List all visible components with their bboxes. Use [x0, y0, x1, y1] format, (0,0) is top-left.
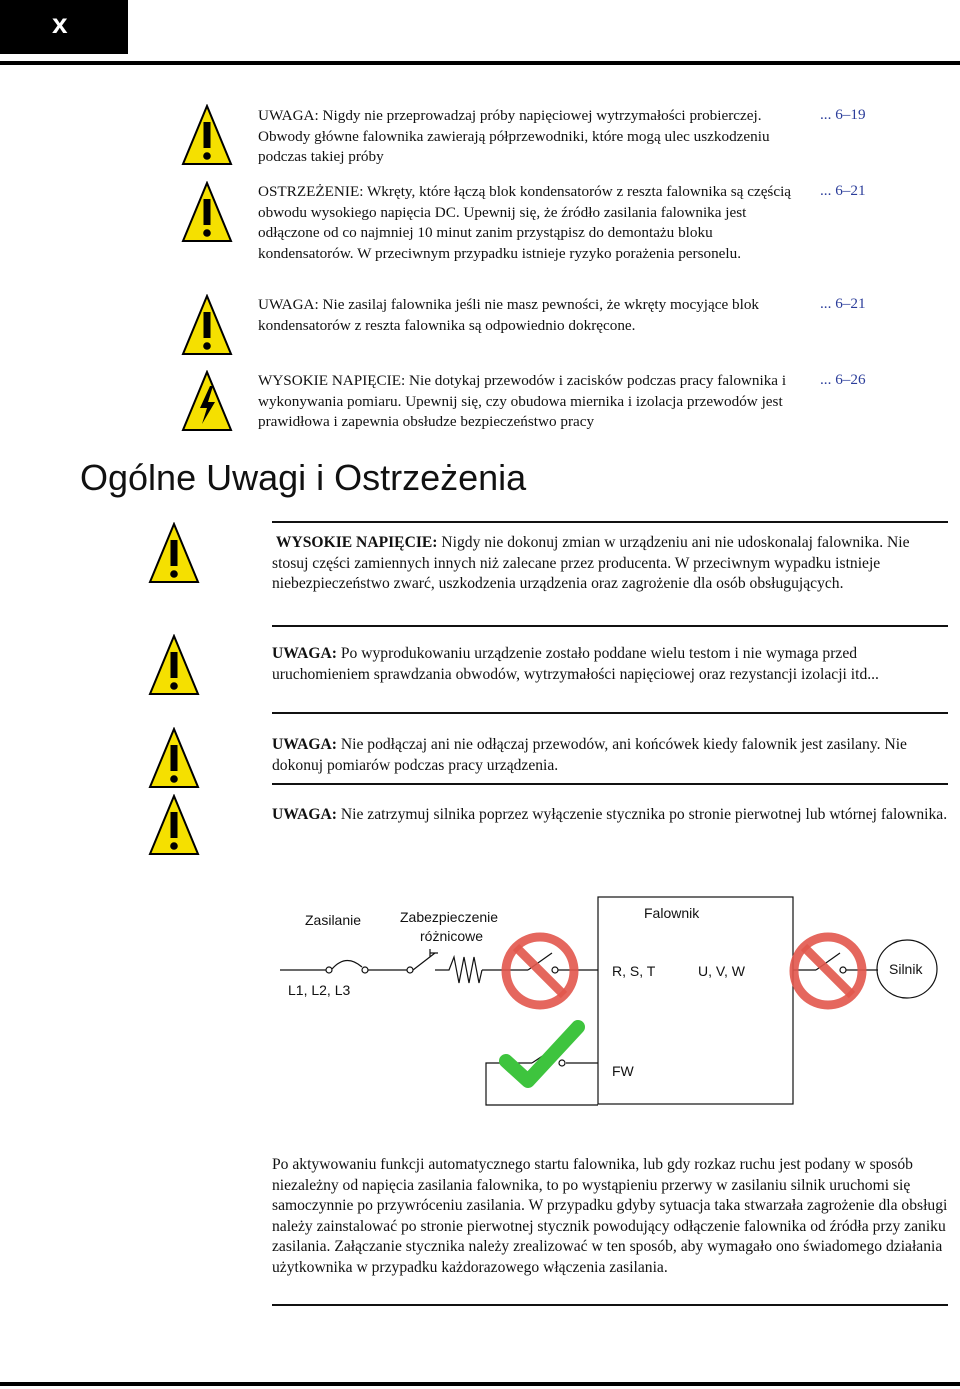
chapter-tab-label: x — [52, 8, 68, 39]
prohibited-icon — [506, 937, 574, 1005]
notice-text: Nie podłączaj ani nie odłączaj przewodów, ani końcówek kiedy falownik jest zasilany. Nie dokonuj pomiarów podczas pracy urządzenia. — [272, 736, 907, 774]
toc-page-ref[interactable]: ... 6–21 — [820, 182, 866, 199]
chapter-tab — [0, 0, 128, 54]
label-uvw: U, V, W — [698, 963, 745, 979]
resistor-symbol — [435, 957, 482, 983]
warning-triangle-icon — [181, 104, 233, 166]
toc-entry-text: UWAGA: Nigdy nie przeprowadzaj próby napięciowej wytrzymałości probierczej. Obwody główne falownika zawierają półprzewodniki, które mogą ulec uszkodzeniu podczas takiej próby — [258, 107, 770, 165]
high-voltage-icon — [181, 370, 233, 432]
footer-rule — [0, 1382, 960, 1386]
prohibited-icon — [794, 937, 862, 1005]
warning-triangle-icon — [148, 727, 200, 789]
notice-testing — [272, 644, 948, 685]
label-falownik: Falownik — [644, 905, 700, 921]
label-roznicowe: różnicowe — [420, 928, 484, 944]
notice-text: Nie zatrzymuj silnika poprzez wyłączenie stycznika po stronie pierwotnej lub wtórnej falownika. — [336, 806, 948, 823]
warning-triangle-icon — [148, 522, 200, 584]
wiring-diagram — [270, 885, 950, 1120]
notice-high-voltage — [272, 533, 948, 595]
warning-triangle-icon — [148, 794, 200, 856]
notice-rule — [272, 783, 948, 785]
notice-label: UWAGA: — [272, 645, 337, 662]
notice-text: Nigdy nie dokonuj zmian w urządzeniu ani nie udoskonalaj falownika. Nie stosuj części zamiennych innych niż zalecane przez producenta. W przeciwnym wypadku istnieje niebezpieczeństwo zwarć, uszkodzenia urządzenia oraz zagrożenie dla osób obsługujących. — [272, 534, 910, 592]
toc-page-ref[interactable]: ... 6–21 — [820, 295, 866, 312]
notice-wiring — [272, 735, 948, 776]
label-fw: FW — [612, 1063, 634, 1079]
notice-label: UWAGA: — [272, 736, 337, 753]
toc-entry-text: UWAGA: Nie zasilaj falownika jeśli nie masz pewności, że wkręty mocyjące blok kondensatorów z reszta falownika są odpowiednio dokręcone. — [258, 296, 760, 334]
header-rule — [0, 61, 960, 65]
label-zabezpieczenie: Zabezpieczenie — [400, 909, 499, 925]
paragraph-rule — [272, 1304, 948, 1306]
label-l123: L1, L2, L3 — [288, 982, 351, 998]
terminal — [326, 967, 332, 973]
notice-text: Po wyprodukowaniu urządzenie zostało poddane wielu testom i nie wymaga przed uruchomieniem sprawdzania obwodów, wytrzymałości napięciowej oraz rezystancji izolacji itd... — [272, 645, 879, 683]
notice-label: WYSOKIE NAPIĘCIE: — [275, 534, 438, 551]
toc-page-ref[interactable]: ... 6–19 — [820, 106, 866, 123]
toc-entry-text: WYSOKIE NAPIĘCIE: Nie dotykaj przewodów i zacisków podczas pracy falownika i wykonywania pomiaru. Upewnij się, czy obudowa miernika i izolacja przewodów jest prawidłowa i zapewnia obsłudze bezpieczeństwo pracy — [258, 372, 787, 430]
toc-entry-text: OSTRZEŻENIE: Wkręty, które łączą blok kondensatorów z reszta falownika są częścią obwodu wysokiego napięcia DC. Upewnij się, że źródło zasilania falownika jest odłączone od co najmniej 10 minut zanim przystąpisz do demontażu bloku kondensatorów. W przeciwnym przypadku istnieje ryzyko porażenia personelu. — [258, 183, 792, 262]
breaker-symbol — [332, 960, 362, 969]
label-rst: R, S, T — [612, 963, 656, 979]
notice-rule — [272, 712, 948, 714]
label-silnik: Silnik — [889, 961, 923, 977]
checkmark-icon — [506, 1027, 578, 1081]
notice-rule — [272, 625, 948, 627]
notice-contactor — [272, 805, 948, 826]
section-title: Ogólne Uwagi i Ostrzeżenia — [80, 457, 527, 498]
notice-label: UWAGA: — [272, 806, 337, 823]
toc-page-ref[interactable]: ... 6–26 — [820, 371, 866, 388]
warning-triangle-icon — [148, 634, 200, 696]
notice-rule — [272, 521, 948, 523]
label-zasilanie: Zasilanie — [305, 912, 362, 928]
warning-triangle-icon — [181, 294, 233, 356]
rcd-switch — [413, 949, 438, 970]
auto-start-paragraph: Po aktywowaniu funkcji automatycznego startu falownika, lub gdy rozkaz ruchu jest podany w sposób niezależny od napięcia zasilania falownika, to po wystąpieniu przerwy w zasilaniu silnik uruchomi się samoczynnie po przywróceniu zasilania. W przypadku gdyby sytuacja taka stwarzała zagrożenie dla obsługi należy zainstalować po stronie pierwotnej stycznik powodujący odłączenie falownika od źródła przy zaniku zasilania. Załączanie stycznika należy zrealizować w ten sposób, aby wymagało ono świadomego działania użytkownika w przypadku każdorazowego włączenia zasilania. — [272, 1156, 948, 1276]
warning-triangle-icon — [181, 181, 233, 243]
